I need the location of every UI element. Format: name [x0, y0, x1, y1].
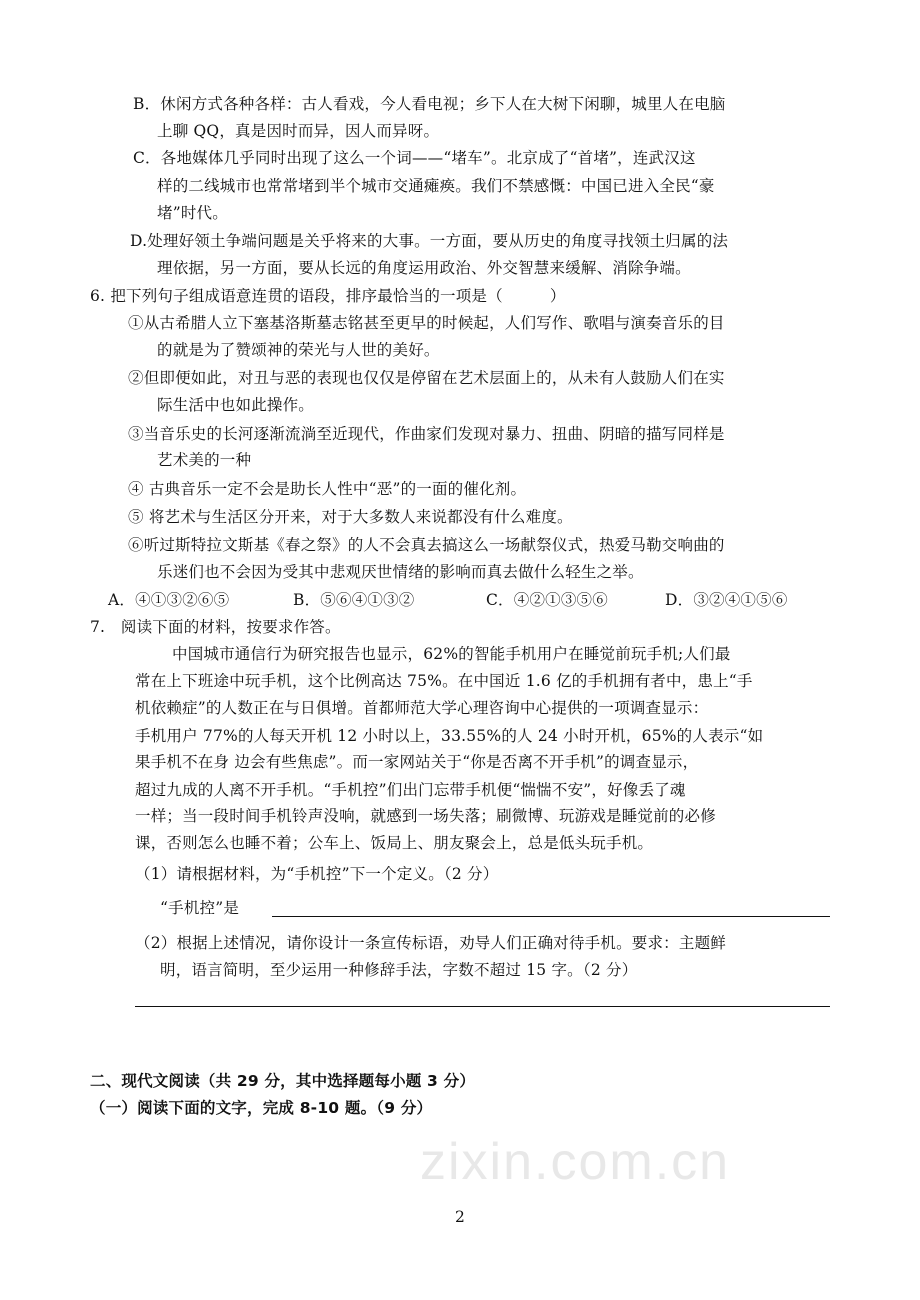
q6-stem: 6. 把下列句子组成语意连贯的语段，排序最恰当的一项是（ ）: [90, 287, 566, 305]
q7-passage-line: 中国城市通信行为研究报告也显示，62%的智能手机用户在睡觉前玩手机;人们最: [172, 645, 731, 663]
q7-passage-line: 果手机不在身 边会有些焦虑”。而一家网站关于“你是否离不开手机”的调查显示，: [135, 753, 699, 771]
q6-item-1: ①从古希腊人立下塞基洛斯墓志铭甚至更早的时候起，人们写作、歌唱与演奏音乐的目: [128, 314, 725, 332]
q5-option-b-line1: B．休闲方式各种各样：古人看戏，今人看电视；乡下人在大树下闲聊，城里人在电脑: [133, 95, 726, 113]
q6-item-4: ④ 古典音乐一定不会是助长人性中“恶”的一面的催化剂。: [128, 480, 527, 498]
q6-item-6: ⑥听过斯特拉文斯基《春之祭》的人不会真去搞这么一场献祭仪式，热爱马勒交响曲的: [128, 536, 725, 554]
watermark: zixin.com.cn: [420, 1133, 731, 1191]
q7-passage-line: 超过九成的人离不开手机。“手机控”们出门忘带手机便“惴惴不安”，好像丢了魂: [135, 781, 686, 799]
q7-passage-line: 课，否则怎么也睡不着；公车上、饭局上、朋友聚会上，总是低头玩手机。: [135, 834, 654, 852]
q6-choice-b: B．⑤⑥④①③②: [293, 591, 415, 609]
q5-option-b-line2: 上聊 QQ，真是因时而异，因人而异呀。: [157, 122, 440, 140]
q7-sub2-line2: 明，语言简明，至少运用一种修辞手法，字数不超过 15 字。（2 分）: [160, 961, 638, 979]
q7-passage-line: 一样；当一段时间手机铃声没响，就感到一场失落；刷微博、玩游戏是睡觉前的必修: [135, 807, 716, 825]
q6-item-2: ②但即便如此，对丑与恶的表现也仅仅是停留在艺术层面上的，从未有人鼓励人们在实: [128, 369, 725, 387]
q6-choice-d: D．③②④①⑤⑥: [665, 591, 788, 609]
q7-stem: 7. 阅读下面的材料，按要求作答。: [90, 618, 341, 636]
section-2-title: 二、现代文阅读（共 29 分，其中选择题每小题 3 分）: [90, 1072, 476, 1090]
q7-sub2-answer-line[interactable]: [135, 1006, 830, 1007]
q6-item-3-cont: 艺术美的一种: [157, 451, 252, 469]
q5-option-d-line1: D.处理好领土争端问题是关乎将来的大事。一方面，要从历史的角度寻找领土归属的法: [130, 232, 729, 250]
q6-item-6-cont: 乐迷们也不会因为受其中悲观厌世情绪的影响而真去做什么轻生之举。: [157, 563, 644, 581]
q5-option-c-line2: 样的二线城市也常常堵到半个城市交通瘫痪。我们不禁感慨：中国已进入全民“豪: [157, 177, 715, 195]
q6-choice-a: A．④①③②⑥⑤: [108, 591, 230, 609]
q7-passage-line: 手机用户 77%的人每天开机 12 小时以上，33.55%的人 24 小时开机，65%的人表示“如: [135, 727, 764, 745]
q7-sub1: （1）请根据材料，为“手机控”下一个定义。（2 分）: [135, 865, 499, 883]
q7-sub1-answer-line[interactable]: [272, 916, 830, 917]
q6-item-5: ⑤ 将艺术与生活区分开来，对于大多数人来说都没有什么难度。: [128, 508, 573, 526]
section-2-subtitle: （一）阅读下面的文字，完成 8-10 题。（9 分）: [90, 1099, 433, 1117]
page-number: 2: [455, 1208, 466, 1226]
q6-item-3: ③当音乐史的长河逐渐流淌至近现代，作曲家们发现对暴力、扭曲、阴暗的描写同样是: [128, 425, 725, 443]
q7-passage-line: 常在上下班途中玩手机，这个比例高达 75%。在中国近 1.6 亿的手机拥有者中，患上“手: [135, 672, 753, 690]
q6-item-1-cont: 的就是为了赞颂神的荣光与人世的美好。: [157, 341, 440, 359]
q7-passage-line: 机依赖症”的人数正在与日俱增。首都师范大学心理咨询中心提供的一项调查显示：: [135, 699, 709, 717]
q7-sub1-answer-prefix: “手机控”是: [160, 899, 240, 917]
q6-choice-c: C．④②①③⑤⑥: [486, 591, 608, 609]
q5-option-c-line1: C．各地媒体几乎同时出现了这么一个词——“堵车”。北京成了“首堵”，连武汉这: [133, 149, 696, 167]
q5-option-c-line3: 堵”时代。: [157, 204, 228, 222]
q5-option-d-line2: 理依据，另一方面，要从长远的角度运用政治、外交智慧来缓解、消除争端。: [157, 259, 691, 277]
q6-item-2-cont: 际生活中也如此操作。: [157, 396, 315, 414]
q7-sub2-line1: （2）根据上述情况，请你设计一条宣传标语，劝导人们正确对待手机。要求：主题鲜: [135, 934, 726, 952]
